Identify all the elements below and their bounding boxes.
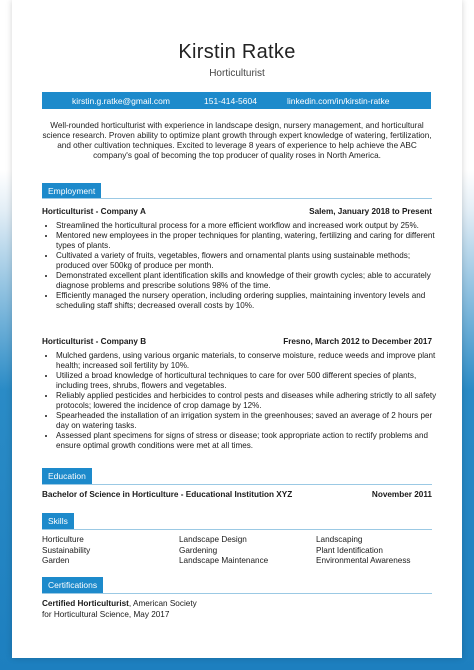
- certification-entry: [42, 599, 282, 620]
- resume-page: [12, 0, 462, 658]
- job-header: [42, 337, 432, 346]
- certification-detail: , American Society: [128, 599, 197, 608]
- candidate-title: Horticulturist: [209, 68, 265, 79]
- section-divider: [42, 484, 432, 485]
- list-item: • Mentored new employees in the proper techniques for planting, watering, fertilizing and caring for different types of plants.: [56, 231, 442, 251]
- skill-item: Landscaping: [316, 535, 363, 544]
- job-bullets: [44, 351, 442, 451]
- job-title: Horticulturist - Company B: [42, 337, 147, 346]
- skill-item: Environmental Awareness: [316, 556, 411, 565]
- section-heading-skills: Skills: [42, 513, 74, 529]
- section-divider: [42, 198, 432, 199]
- skill-item: Landscape Maintenance: [179, 556, 269, 565]
- list-item: • Cultivated a variety of fruits, vegetables, flowers and ornamental plants using sustainable methods; produced over 500kg of produce per month.: [56, 251, 442, 271]
- list-item: • Spearheaded the installation of an irrigation system in the greenhouses; saved an average of 2 hours per day on watering tasks.: [56, 411, 442, 431]
- skill-item: Landscape Design: [179, 535, 247, 544]
- skill-item: Gardening: [179, 545, 218, 555]
- certification-detail: for Horticultural Science, May 2017: [42, 609, 170, 619]
- skill-item: Sustainability: [42, 545, 91, 555]
- contact-email[interactable]: kirstin.g.ratke@gmail.com: [72, 95, 170, 106]
- section-divider: [42, 529, 432, 530]
- job-location-dates: Salem, January 2018 to Present: [309, 207, 432, 216]
- section-divider: [42, 593, 432, 594]
- education-date: November 2011: [371, 490, 432, 499]
- job-header: [42, 207, 432, 216]
- contact-bar: [42, 92, 431, 109]
- section-heading-certifications: Certifications: [42, 577, 103, 593]
- list-item: • Reliably applied pesticides and herbicides to control pests and diseases while adhering strictly to all safety protocols; lowered the incidence of crop damage by 12%.: [56, 391, 442, 411]
- skill-item: Horticulture: [42, 535, 84, 544]
- list-item: • Streamlined the horticultural process for a more efficient workflow and increased work output by 25%.: [56, 221, 442, 231]
- list-item: • Utilized a broad knowledge of horticultural techniques to care for over 500 different species of plants, including trees, shrubs, flowers and vegetables.: [56, 371, 442, 391]
- list-item: • Demonstrated excellent plant identification skills and knowledge of their growth cycles; able to accurately diagnose problems and prescribe solutions 98% of the time.: [56, 271, 442, 291]
- job-title: Horticulturist - Company A: [42, 207, 146, 216]
- section-heading-education: Education: [42, 468, 92, 484]
- list-item: • Assessed plant specimens for signs of stress or disease; took appropriate action to rectify problems and ensure optimal growth conditions were met at all times.: [56, 431, 442, 451]
- contact-phone[interactable]: 151-414-5604: [204, 95, 257, 106]
- contact-linkedin[interactable]: linkedin.com/in/kirstin-ratke: [287, 95, 390, 106]
- education-entry: [42, 490, 432, 499]
- job-bullets: [44, 221, 442, 311]
- section-heading-employment: Employment: [42, 183, 101, 199]
- certification-name: Certified Horticulturist: [42, 599, 129, 608]
- skill-item: Garden: [42, 556, 70, 565]
- job-location-dates: Fresno, March 2012 to December 2017: [283, 337, 432, 346]
- list-item: • Mulched gardens, using various organic materials, to conserve moisture, reduce weeds and improve plant health; increased soil fertility by 10%.: [56, 351, 442, 371]
- list-item: • Efficiently managed the nursery operation, including ordering supplies, maintaining inventory levels and scheduling staff shifts; decreased overall costs by 10%.: [56, 291, 442, 311]
- summary-paragraph: Well-rounded horticulturist with experience in landscape design, nursery management, and horticultural science research. Proven ability to optimize plant growth through expert knowledge of watering, fertilization, and other cultivation techniques. Excited to leverage 8 years of experience to help achieve the ABC company's goal of becoming the top producer of quality roses in North America.: [42, 121, 432, 160]
- skill-item: Plant Identification: [316, 545, 383, 555]
- degree: Bachelor of Science in Horticulture - Educational Institution XYZ: [42, 490, 293, 499]
- candidate-name: Kirstin Ratke: [178, 41, 296, 63]
